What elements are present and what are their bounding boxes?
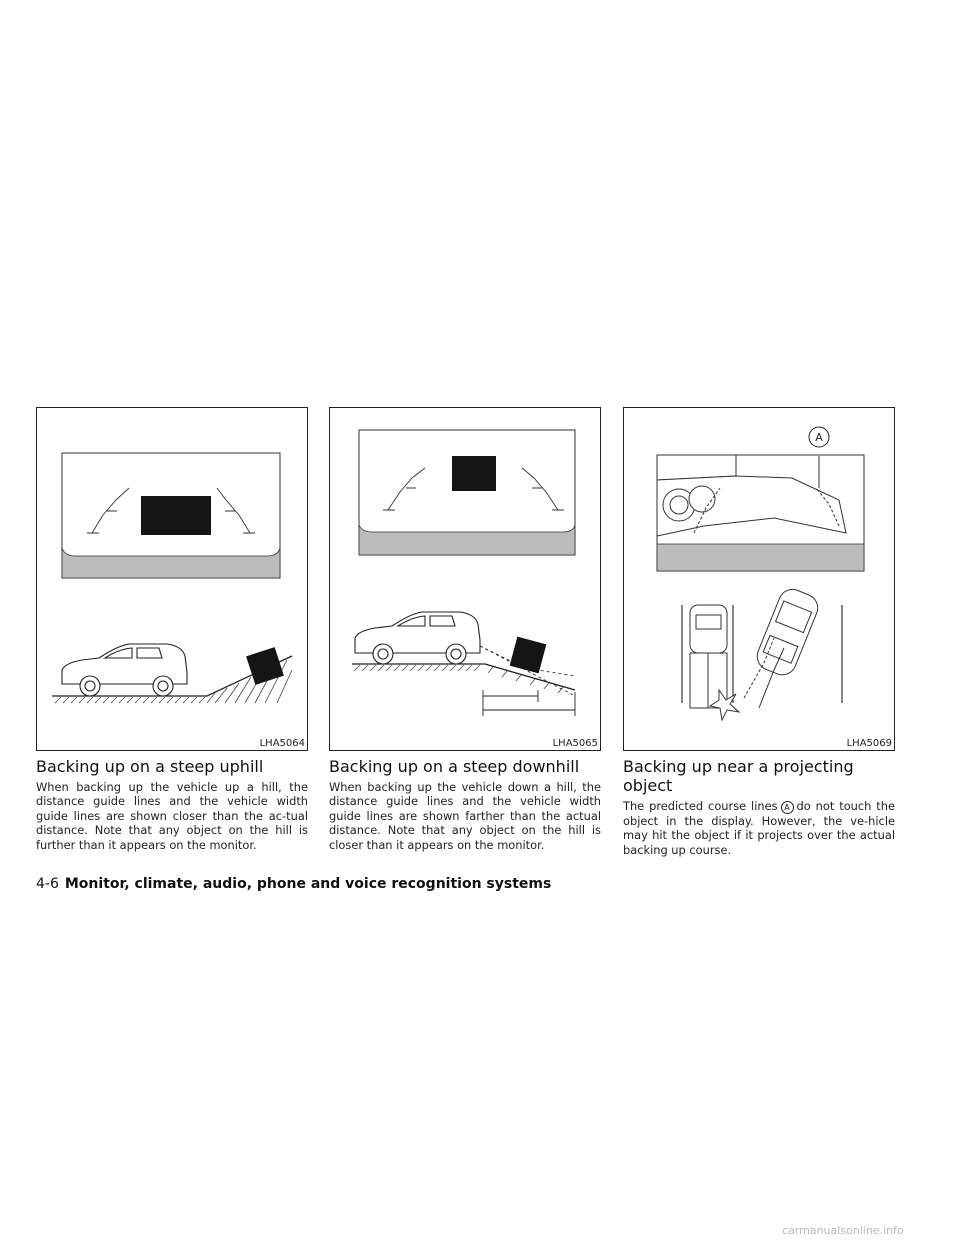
car-side-icon [62,644,187,696]
section-title: Backing up on a steep downhill [329,757,580,776]
section-name: Monitor, climate, audio, phone and voice recognition systems [64,876,552,892]
hill-object-icon [246,647,284,685]
section-title: Backing up near a projecting object [623,757,854,795]
section-downhill [329,407,601,852]
car-side-icon [355,612,480,664]
figure-projecting-object [623,407,895,751]
projecting-object-illustration [624,408,894,750]
reversing-car-icon [753,585,822,679]
figure-downhill [329,407,601,751]
figure-id: LHA5069 [846,738,892,749]
callout-a-label: A [815,431,823,444]
section-projecting-object [623,407,895,857]
page-number: 4-6 [36,876,59,892]
figure-id: LHA5065 [552,738,598,749]
hill-object-icon [510,637,547,674]
section-body [623,799,895,857]
section-title: Backing up on a steep uphill [36,757,264,776]
body-post: do not touch the object in the display. However, the ve-hicle may hit the object if it projects over the actual backing up course. [623,799,895,857]
figure-id: LHA5064 [259,738,305,749]
callout-a-inline: A [781,801,794,814]
watermark: carmanualsonline.info [782,1224,904,1237]
downhill-illustration [330,408,600,750]
figure-uphill [36,407,308,751]
object-block-icon [452,456,496,491]
body-pre: The predicted course lines [623,799,778,813]
object-block-icon [141,496,211,535]
section-uphill [36,407,308,852]
uphill-illustration [37,408,307,750]
section-body: When backing up the vehicle up a hill, the distance guide lines and the vehicle width guide lines are shown closer than the ac-tual distance. Note that any object on the hill is further than it appears on the monitor. [36,780,308,852]
page-footer [36,876,551,892]
section-body: When backing up the vehicle down a hill, the distance guide lines and the vehicle width guide lines are shown farther than the actual distance. Note that any object on the hill is closer than it appears on the monitor. [329,780,601,852]
